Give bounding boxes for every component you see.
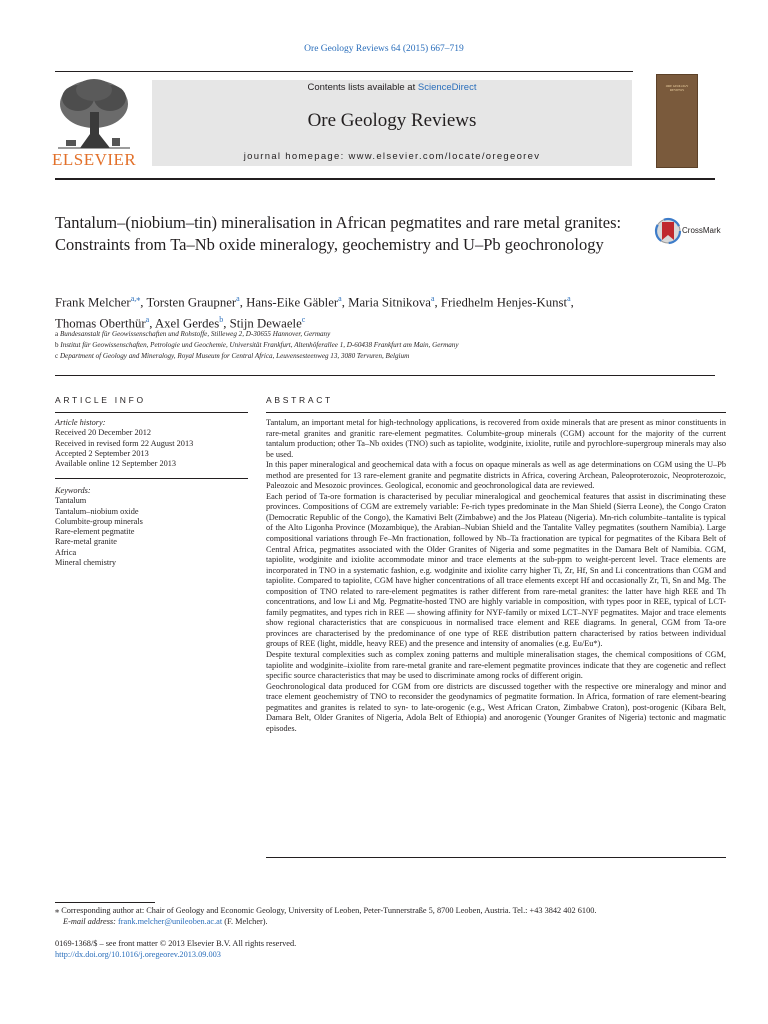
keyword-item: Rare-metal granite	[55, 537, 117, 547]
affiliation-item	[55, 340, 715, 351]
author-name[interactable]: Frank Melcher	[55, 295, 131, 310]
affiliation-item	[55, 351, 715, 362]
journal-homepage[interactable]: journal homepage: www.elsevier.com/locate/oregeorev	[243, 151, 541, 162]
abstract-rule	[266, 412, 726, 413]
footnote-marker: ⁎	[55, 906, 60, 915]
affiliation-text: Institut für Geowissenschaften, Petrologie und Geochemie, Universität Frankfurt, Altenhöferallee 1, D-60438 Frankfurt am Main, Germany	[60, 341, 459, 349]
elsevier-wordmark: ELSEVIER	[52, 150, 137, 169]
footnote	[55, 906, 725, 927]
history-item: Accepted 2 September 2013	[55, 448, 149, 458]
abstract-paragraph: In this paper mineralogical and geochemical data with a focus on opaque minerals as well as age determinations on CGM using the U–Pb method are presented for 13 rare-element granite and pegmatite districts in Africa, covering Archean, Paleoproterozoic, Neoproterozoic, Paleozoic and Mesozoic provinces. Geological, economic and geochronological data are reviewed.	[266, 460, 726, 491]
affiliation-list	[55, 329, 715, 362]
history-item: Available online 12 September 2013	[55, 459, 177, 469]
author-name[interactable]: Friedhelm Henjes-Kunst	[440, 295, 568, 310]
author-separator: ,	[149, 316, 155, 331]
journal-name: Ore Geology Reviews	[307, 110, 477, 131]
author-separator: ,	[570, 295, 574, 310]
history-label: Article history:	[55, 418, 106, 427]
author-email-link[interactable]: frank.melcher@unileoben.ac.at	[118, 916, 223, 926]
footnote-rule	[55, 902, 155, 903]
affiliation-key: a	[55, 330, 59, 338]
abstract-paragraph: Despite textural complexities such as complex zoning patterns and multiple mineralisation stages, the chemical compositions of CGM, tapiolite and wodginite–ixiolite from rare-metal granite and rare-element pegmatite provinces indicate that they are cogenetic and reflect specific source characteristics that may be used to discriminate among rocks of different origin.	[266, 650, 726, 681]
masthead-bottom-rule	[55, 178, 715, 180]
history-item: Received 20 December 2012	[55, 428, 152, 438]
affiliation-text: Bundesanstalt für Geowissenschaften und Rohstoffe, Stilleweg 2, D-30655 Hannover, Germany	[59, 330, 331, 338]
abstract-body	[266, 418, 726, 734]
author-affiliation-marker[interactable]: b	[219, 315, 224, 325]
email-line	[55, 917, 725, 928]
article-info-heading: ARTICLE INFO	[55, 395, 146, 405]
contents-line	[152, 82, 632, 93]
masthead-top-rule	[55, 71, 633, 72]
abstract-heading: ABSTRACT	[266, 395, 333, 405]
abstract-paragraph: Each period of Ta-ore formation is characterised by peculiar mineralogical and geochemical features that assist in discriminating these provinces. Compositions of CGM are extremely variable: Fe-rich types predominate in the Man Shield (Sierra Leone), the Congo Craton (Democratic Republic of the Congo), the Kamativi Belt (Zimbabwe) and the Jos Plateau (Nigeria). Mn-rich columbite–tantalite is typical of the Alto Ligonha Province (Mozambique), the Arabian–Nubian Shield and the Tantalite Valley pegmatites (southern Namibia). Large compositional variations through Fe–Mn fractionation, followed by Nb–Ta fractionation are typical for pegmatites of the Kibara Belt of Central Africa, pegmatites associated with the Older Granites of Nigeria and some pegmatites in the Damara Belt of Namibia. CGM, tapiolite, wodginite and ixiolite accommodate minor and trace elements at the sub-ppm to weight-percent level. Trace elements are incorporated in TNO in a systematic fashion, e.g. wodginite and ixiolite carry higher Ti, Zr, Hf, Sn and Li concentrations than CGM and tapiolite. Compared to tapiolite, CGM have higher concentrations of all trace elements except Hf and occasionally Zr, Ti, Sn and Mg. The composition of TNO related to rare-element pegmatites is rather different from rare-metal granites: the latter have high REE and Th concentrations, and low Li and Mg. Pegmatite-hosted TNO are highly variable in composition, with types poor in REE, typical of LCT-family pegmatites, and types rich in REE — showing affinity for NYF-family or mixed LCT–NYF pegmatites. Major and trace elements show regional characteristics that are conspicuous in normalised trace element and REE diagrams. In general, CGM from Ta-ore provinces are characterised by the predominance of one type of REE distribution pattern characterised by ratios between individual groups of REE (light, middle, heavy REE) and the presence and intensity of anomalies (e.g. Eu/Eu*).	[266, 491, 726, 649]
abstract-paragraph: Tantalum, an important metal for high-technology applications, is recovered from oxide minerals that are present as minor constituents in rare-metal granites and granitic rare-element pegmatites. Columbite-group minerals (CGM) account for the majority of the current tantalum production; other Ta–Nb oxides (TNO) such as tapiolite, wodginite, ixiolite, rutile and pyrochlore-supergroup minerals may also be used.	[266, 418, 726, 459]
article-info-rule-2	[55, 478, 248, 479]
affiliation-text: Department of Geology and Mineralogy, Royal Museum for Central Africa, Leuvensesteenweg 13, 3080 Tervuren, Belgium	[59, 352, 410, 360]
article-title: Tantalum–(niobium–tin) mineralisation in African pegmatites and rare metal granites: Constraints from Ta–Nb oxide mineralogy, geochemistry and U–Pb geochronology	[55, 213, 622, 254]
article-history	[55, 418, 255, 469]
author-separator: ,	[341, 295, 349, 310]
contents-prefix: Contents lists available at	[307, 82, 418, 93]
corresponding-text: Corresponding author at: Chair of Geology and Economic Geology, University of Leoben, Peter-Tunnerstraße 5, 8700 Leoben, Austria. Tel.: +43 3842 402 6100.	[61, 906, 597, 915]
sciencedirect-link[interactable]: ScienceDirect	[417, 82, 477, 93]
author-list	[55, 290, 715, 333]
author-separator: ,	[239, 295, 247, 310]
author-affiliation-marker[interactable]: a	[236, 294, 240, 303]
author-affiliation-marker[interactable]: a	[145, 315, 150, 325]
keywords	[55, 486, 255, 568]
keyword-item: Rare-element pegmatite	[55, 527, 135, 537]
corresponding-author-note	[55, 906, 725, 917]
author-name[interactable]: Axel Gerdes	[154, 316, 220, 331]
journal-citation-link[interactable]: Ore Geology Reviews 64 (2015) 667–719	[304, 44, 464, 54]
abstract-bottom-rule	[266, 857, 726, 858]
keyword-item: Tantalum	[55, 496, 87, 506]
author-separator: ,	[434, 295, 441, 310]
author-name[interactable]: Thomas Oberthür	[55, 316, 146, 331]
author-name[interactable]: Hans-Eike Gäbler	[246, 295, 339, 310]
author-affiliation-marker[interactable]: a	[430, 294, 435, 303]
author-name[interactable]: Torsten Graupner	[146, 295, 237, 310]
keyword-item: Tantalum–niobium oxide	[55, 506, 139, 516]
section-separator	[55, 375, 715, 376]
affiliation-key: b	[55, 341, 59, 349]
author-separator: ,	[140, 295, 147, 310]
email-label: E-mail address:	[63, 916, 116, 926]
article-info-rule	[55, 412, 248, 413]
author-name[interactable]: Maria Sitnikova	[348, 295, 431, 310]
abstract-paragraph: Geochronological data produced for CGM from ore districts are discussed together with the respective ore mineralogy and minor and trace element geochemistry of TNO to reconsider the geodynamics of pegmatite formation. In Africa, formation of rare element-bearing pegmatites and granites is related to syn- to late-orogenic (e.g., West African Craton, Zimbabwe Craton), post-orogenic (Kibara Belt, Damara Belt, Older Granites of Nigeria, Adola Belt of Ethiopia) and anorogenic (Younger Granites of Nigeria) tectonic and magmatic episodes.	[266, 681, 726, 733]
crossmark-label[interactable]: CrossMark	[682, 226, 721, 235]
author-affiliation-marker[interactable]: a,⁎	[130, 294, 141, 303]
keywords-label: Keywords:	[55, 486, 91, 495]
cover-title: ORE GEOLOGY REVIEWS	[665, 84, 689, 92]
keyword-item: Mineral chemistry	[55, 558, 117, 568]
copyright-block	[55, 938, 725, 960]
email-suffix: (F. Melcher).	[224, 916, 268, 926]
author-name[interactable]: Stijn Dewaele	[229, 316, 302, 331]
affiliation-key: c	[55, 352, 59, 360]
doi-link[interactable]: http://dx.doi.org/10.1016/j.oregeorev.2013.09.003	[55, 950, 221, 959]
keyword-item: Africa	[55, 547, 77, 557]
author-separator: ,	[223, 316, 230, 331]
copyright-line: 0169-1368/$ – see front matter © 2013 Elsevier B.V. All rights reserved.	[55, 939, 297, 948]
author-affiliation-marker[interactable]: a	[567, 294, 571, 303]
keyword-item: Columbite-group minerals	[55, 516, 143, 526]
affiliation-item	[55, 329, 715, 340]
author-affiliation-marker[interactable]: c	[301, 315, 306, 325]
author-affiliation-marker[interactable]: a	[338, 294, 342, 303]
history-item: Received in revised form 22 August 2013	[55, 438, 194, 448]
